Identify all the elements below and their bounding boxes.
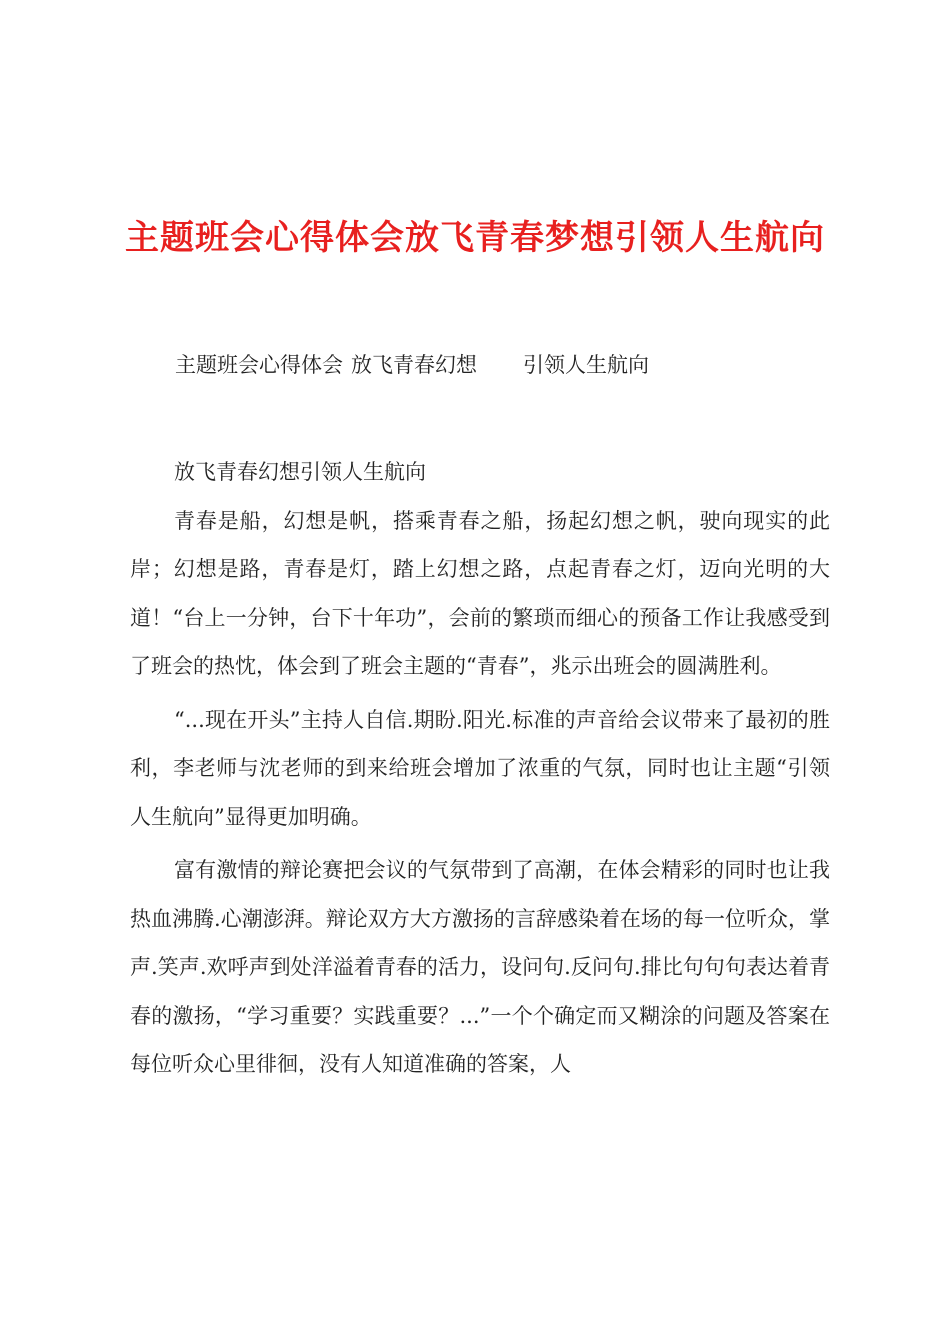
body-paragraph: 富有激情的辩论赛把会议的气氛带到了高潮，在体会精彩的同时也让我热血沸腾.心潮澎湃。辩论双方大方激扬的言辞感染着在场的每一位听众，掌声.笑声.欢呼声到处洋溢着青春的活力，设问句.反问句.排比句句句表达着青春的激扬，“学习重要？实践重要？...”一个个确定而又糊涂的问题及答案在每位听众心里徘徊，没有人知道准确的答案，人 [130, 858, 830, 1076]
body-paragraph: 青春是船，幻想是帆，搭乘青春之船，扬起幻想之帆，驶向现实的此岸；幻想是路，青春是灯，踏上幻想之路，点起青春之灯，迈向光明的大道！“台上一分钟，台下十年功”，会前的繁琐而细心的预备工作让我感受到了班会的热忱，体会到了班会主题的“青春”，兆示出班会的圆满胜利。 [130, 508, 830, 678]
subtitle-part-3: 引领人生航向 [523, 353, 649, 377]
section-heading: 放飞青春幻想引领人生航向 [174, 460, 426, 484]
document-subtitle [175, 349, 649, 379]
document-body [130, 448, 830, 1089]
body-paragraph: “...现在开头”主持人自信.期盼.阳光.标准的声音给会议带来了最初的胜利，李老师与沈老师的到来给班会增加了浓重的气氛，同时也让主题“引领人生航向”显得更加明确。 [130, 707, 830, 829]
subtitle-part-2: 放飞青春幻想 [351, 353, 477, 377]
subtitle-part-1: 主题班会心得体会 [175, 353, 343, 377]
document-title: 主题班会心得体会放飞青春梦想引领人生航向 [125, 218, 825, 258]
